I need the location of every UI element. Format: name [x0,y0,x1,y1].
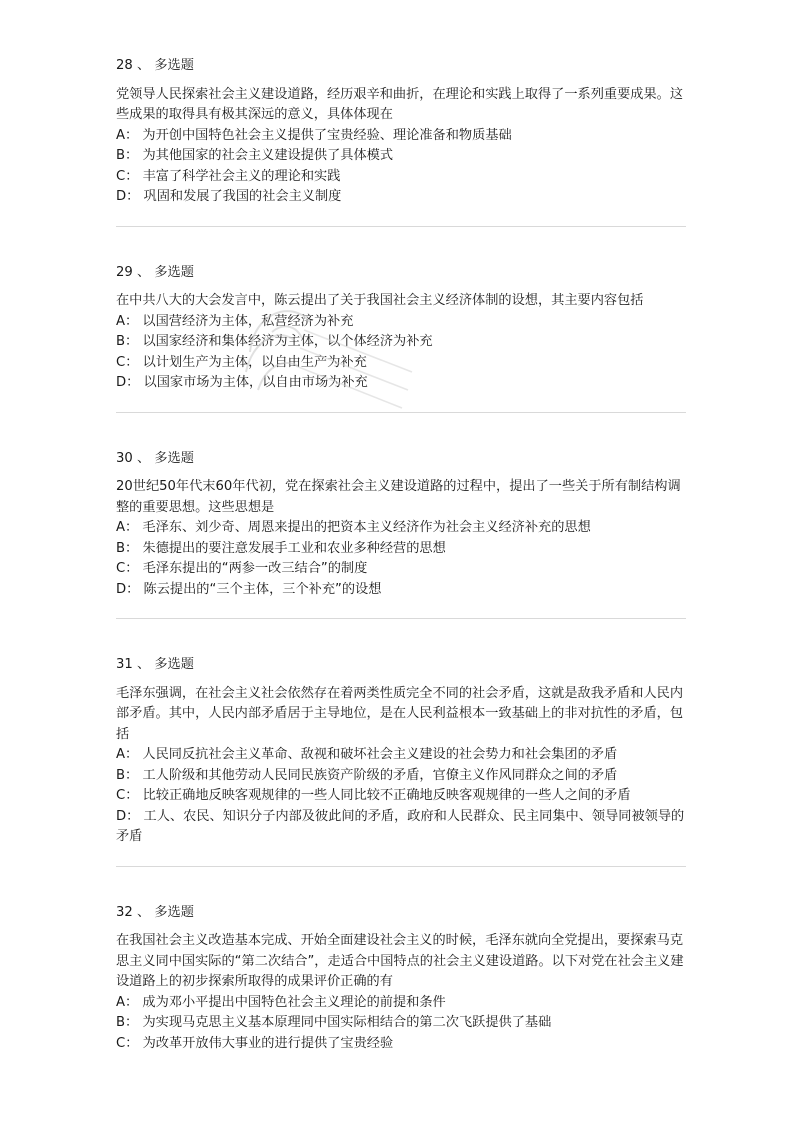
option-c [116,167,686,188]
question-type: 多选题 [154,904,194,920]
option-c [116,1034,686,1055]
option-key: C： [116,168,139,184]
option-list [116,126,686,208]
question-28 [116,56,686,208]
question-number: 29 [116,264,133,280]
option-text: 以国营经济为主体，私营经济为补充 [142,313,354,329]
option-text: 为实现马克思主义基本原理同中国实际相结合的第二次飞跃提供了基础 [142,1015,552,1030]
question-stem: 在中共八大的大会发言中，陈云提出了关于我国社会主义经济体制的设想，其主要内容包括 [116,293,644,308]
option-b [116,332,686,353]
option-text: 以计划生产为主体，以自由生产为补充 [142,354,367,370]
question-31 [116,655,686,848]
question-divider [116,412,686,413]
option-text: 以国家市场为主体，以自由市场为补充 [143,375,368,390]
option-b [116,1013,686,1034]
option-key: D： [116,581,140,597]
option-text: 毛泽东提出的“两参一改三结合”的制度 [142,561,368,576]
option-text: 人民同反抗社会主义革命、敌视和破坏社会主义建设的社会势力和社会集团的矛盾 [142,747,618,762]
option-text: 巩固和发展了我国的社会主义制度 [143,189,342,204]
option-key: D： [116,375,140,390]
question-header [116,56,686,77]
question-number: 32 [116,904,133,920]
option-a [116,745,686,766]
option-list [116,518,686,600]
option-key: D： [116,808,140,824]
question-divider [116,866,686,867]
option-key: C： [116,354,139,370]
question-header [116,449,686,470]
option-c [116,786,686,807]
question-type: 多选题 [154,450,194,466]
option-text: 成为邓小平提出中国特色社会主义理论的前提和条件 [142,994,446,1010]
option-key: A： [116,520,139,535]
option-key: B： [116,334,139,349]
option-key: B： [116,148,139,163]
option-key: B： [116,767,139,783]
question-separator: 、 [136,657,151,672]
option-key: D： [116,189,140,204]
question-stem: 毛泽东强调，在社会主义社会依然存在着两类性质完全不同的社会矛盾，这就是敌我矛盾和人民内部矛盾。其中，人民内部矛盾居于主导地位，是在人民利益根本一致基础上的非对抗性的矛盾，包括 [116,685,684,742]
option-a [116,518,686,539]
option-text: 陈云提出的“三个主体，三个补充”的设想 [143,581,382,597]
question-29 [116,263,686,394]
option-text: 丰富了科学社会主义的理论和实践 [142,168,341,184]
question-stem: 20世纪50年代末60年代初，党在探索社会主义建设道路的过程中，提出了一些关于所有制结构调整的重要思想。这些思想是 [116,479,681,515]
option-d [116,187,686,208]
option-list [116,312,686,394]
question-header [116,655,686,676]
question-separator: 、 [136,904,151,920]
option-key: C： [116,1035,139,1051]
option-text: 朱德提出的要注意发展手工业和农业多种经营的思想 [142,540,446,556]
question-number: 30 [116,450,133,466]
option-key: B： [116,540,139,556]
question-stem: 在我国社会主义改造基本完成、开始全面建设社会主义的时候，毛泽东就向全党提出，要探索马克思主义同中国实际的“第二次结合”，走适合中国特点的社会主义建设道路。以下对党在社会主义建设道路上的初步探索所取得的成果评价正确的有 [116,933,684,989]
option-text: 为其他国家的社会主义建设提供了具体模式 [142,148,394,163]
question-separator: 、 [136,450,151,466]
option-a [116,993,686,1014]
question-type: 多选题 [154,264,194,280]
option-key: A： [116,313,139,329]
option-a [116,126,686,147]
question-header [116,903,686,924]
option-text: 毛泽东、刘少奇、周恩来提出的把资本主义经济作为社会主义经济补充的思想 [142,520,591,535]
question-type: 多选题 [154,58,194,73]
option-b [116,539,686,560]
option-key: C： [116,788,139,803]
option-list [116,993,686,1055]
option-text: 比较正确地反映客观规律的一些人同比较不正确地反映客观规律的一些人之间的矛盾 [142,788,631,803]
question-header [116,263,686,284]
option-d [116,373,686,394]
question-separator: 、 [136,58,151,73]
option-key: A： [116,994,139,1010]
option-list [116,745,686,848]
option-c [116,353,686,374]
option-key: B： [116,1015,139,1030]
question-separator: 、 [136,264,151,280]
option-text: 工人、农民、知识分子内部及彼此间的矛盾，政府和人民群众、民主同集中、领导同被领导的矛盾 [116,808,685,844]
option-b [116,766,686,787]
option-d [116,807,686,848]
option-text: 为改革开放伟大事业的进行提供了宝贵经验 [142,1035,394,1051]
option-b [116,146,686,167]
option-d [116,580,686,601]
question-type: 多选题 [154,657,194,672]
question-32 [116,903,686,1055]
option-text: 以国家经济和集体经济为主体，以个体经济为补充 [142,334,433,349]
option-c [116,559,686,580]
option-key: A： [116,747,139,762]
question-number: 28 [116,58,133,73]
exam-page [116,56,686,1054]
option-key: C： [116,561,139,576]
question-30 [116,449,686,601]
option-a [116,312,686,333]
question-divider [116,618,686,619]
option-text: 工人阶级和其他劳动人民同民族资产阶级的矛盾，官僚主义作风同群众之间的矛盾 [142,767,618,783]
question-divider [116,226,686,227]
option-key: A： [116,127,139,143]
option-text: 为开创中国特色社会主义提供了宝贵经验、理论准备和物质基础 [142,127,512,143]
question-stem: 党领导人民探索社会主义建设道路，经历艰辛和曲折，在理论和实践上取得了一系列重要成果。这些成果的取得具有极其深远的意义，具体体现在 [116,86,684,122]
question-number: 31 [116,657,133,672]
